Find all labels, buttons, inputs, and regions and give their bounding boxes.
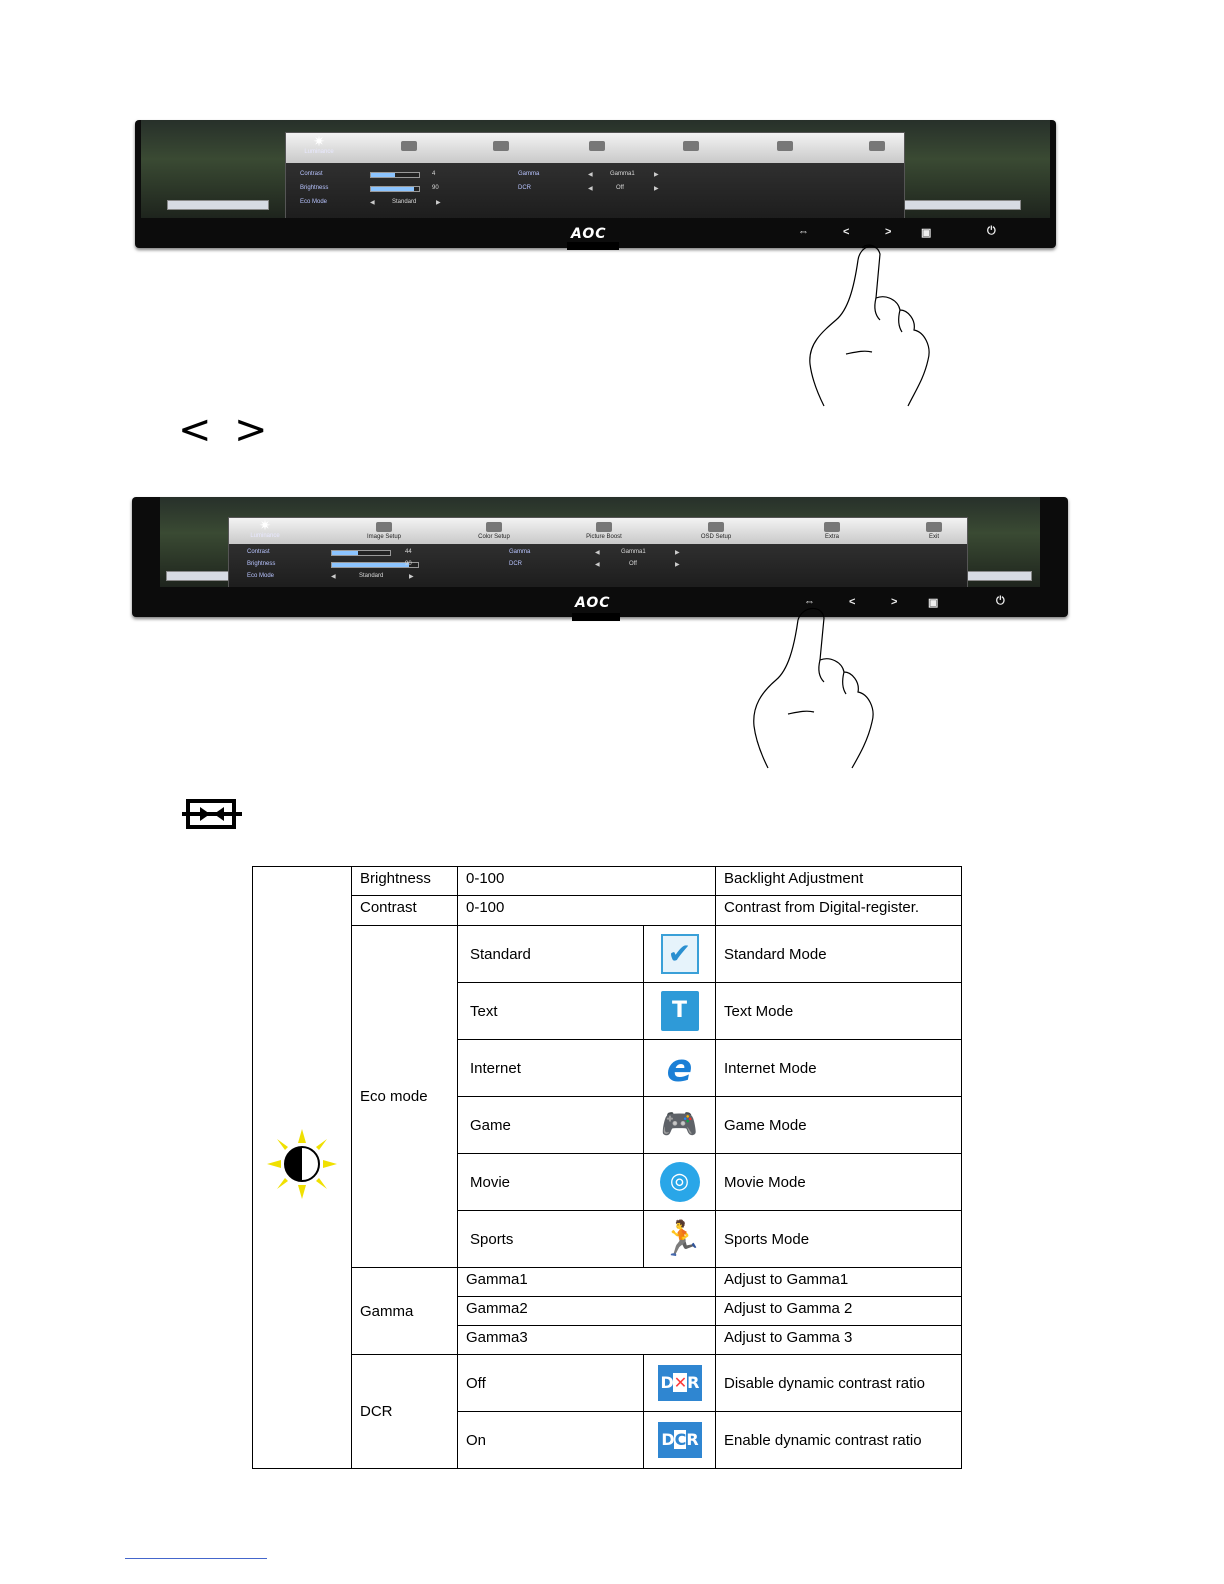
osd-contrast-bar[interactable] — [331, 550, 391, 556]
osd-tab-picture-boost[interactable] — [582, 141, 612, 153]
stand-notch — [572, 613, 620, 621]
internet-explorer-icon: e — [666, 1046, 693, 1090]
osd-tab-extra[interactable]: Extra — [797, 522, 867, 540]
power-button[interactable]: ⏻ — [996, 595, 1005, 607]
osd-setup-icon — [708, 522, 724, 532]
osd-dcr-left-arrow[interactable]: ◀ — [595, 562, 600, 568]
osd-gamma-left-arrow[interactable]: ◀ — [595, 550, 600, 556]
desktop-taskbar-left — [166, 571, 230, 581]
osd-eco-left-arrow[interactable]: ◀ — [370, 200, 375, 206]
footer-underline — [125, 1558, 267, 1559]
menu-button[interactable]: ▣ — [928, 597, 939, 609]
aoc-logo: AOC — [575, 595, 611, 611]
monitor-photo-2 — [132, 497, 1068, 617]
dcr-off-icon-cell — [644, 1355, 716, 1412]
osd-menu-1 — [285, 132, 905, 218]
monitor-screen-1 — [141, 120, 1050, 218]
image-setup-icon — [401, 141, 417, 151]
gamma2-name: Gamma2 — [458, 1297, 716, 1326]
source-button[interactable]: ⇔ — [798, 226, 809, 238]
picture-boost-icon — [596, 522, 612, 532]
osd-setup-icon — [683, 141, 699, 151]
eco-text-name: Text — [458, 983, 644, 1040]
osd-gamma-value: Gamma1 — [610, 171, 635, 177]
contrast-range: 0-100 — [458, 896, 716, 926]
extra-tools-icon — [824, 522, 840, 532]
osd-contrast-bar[interactable] — [370, 172, 420, 178]
table-row-gamma1 — [253, 1268, 962, 1297]
osd-tab-extra[interactable] — [770, 141, 800, 153]
text-mode-icon: T — [661, 991, 699, 1031]
osd-brightness-bar[interactable] — [370, 186, 420, 192]
osd-dcr-right-arrow[interactable]: ▶ — [675, 562, 680, 568]
picture-boost-icon — [589, 141, 605, 151]
right-button[interactable]: > — [891, 596, 898, 608]
gamma1-name: Gamma1 — [458, 1268, 716, 1297]
osd-tab-bar — [286, 133, 904, 163]
sun-icon: ✷ — [313, 133, 325, 149]
osd-eco-right-arrow[interactable]: ▶ — [409, 574, 414, 580]
osd-eco-right-arrow[interactable]: ▶ — [436, 200, 441, 206]
sun-icon: ✷ — [259, 517, 271, 533]
gamma3-name: Gamma3 — [458, 1326, 716, 1355]
gamma-name: Gamma — [352, 1268, 458, 1355]
dcr-on-desc: Enable dynamic contrast ratio — [716, 1412, 962, 1469]
table-row-eco-standard — [253, 926, 962, 983]
dcr-on-icon-cell — [644, 1412, 716, 1469]
osd-dcr-label: DCR — [509, 561, 522, 567]
brightness-name: Brightness — [352, 867, 458, 896]
osd-tab-color-setup[interactable]: Color Setup — [459, 522, 529, 540]
left-button[interactable]: < — [849, 596, 856, 608]
eco-standard-desc: Standard Mode — [716, 926, 962, 983]
table-row-contrast — [253, 896, 962, 926]
eco-sports-icon-cell — [644, 1211, 716, 1268]
osd-menu-2 — [228, 517, 968, 587]
osd-dcr-left-arrow[interactable]: ◀ — [588, 186, 593, 192]
gamma1-desc: Adjust to Gamma1 — [716, 1268, 962, 1297]
luminance-settings-table — [252, 866, 962, 1469]
osd-eco-label: Eco Mode — [300, 199, 328, 205]
pressing-hand-illustration-1 — [800, 228, 940, 408]
gamepad-icon: 🎮 — [660, 1107, 699, 1142]
osd-contrast-value: 4 — [432, 171, 436, 177]
contrast-name: Contrast — [352, 896, 458, 926]
eco-internet-icon-cell — [644, 1040, 716, 1097]
movie-disc-icon: ◎ — [660, 1162, 700, 1202]
osd-tab-osd-setup[interactable]: OSD Setup — [681, 522, 751, 540]
brightness-range: 0-100 — [458, 867, 716, 896]
gamma3-desc: Adjust to Gamma 3 — [716, 1326, 962, 1355]
right-arrow-symbol: > — [234, 407, 268, 453]
osd-tab-luminance[interactable]: ✷ Luminance — [237, 519, 293, 539]
stand-notch — [567, 242, 619, 250]
eco-sports-name: Sports — [458, 1211, 644, 1268]
osd-contrast-label: Contrast — [247, 549, 270, 555]
desktop-taskbar-left — [167, 200, 269, 210]
osd-gamma-value: Gamma1 — [621, 549, 646, 555]
right-button[interactable]: > — [885, 226, 892, 238]
osd-tab-exit[interactable] — [862, 141, 892, 153]
table-row-dcr-off — [253, 1355, 962, 1412]
osd-gamma-right-arrow[interactable]: ▶ — [654, 172, 659, 178]
eco-internet-desc: Internet Mode — [716, 1040, 962, 1097]
left-arrow-symbol: < — [178, 407, 212, 453]
osd-eco-value: Standard — [359, 573, 384, 579]
osd-brightness-value: 90 — [405, 561, 412, 567]
contrast-desc: Contrast from Digital-register. — [716, 896, 962, 926]
source-auto-icon — [182, 797, 242, 833]
dcr-off-name: Off — [458, 1355, 644, 1412]
osd-tab-luminance[interactable]: ✷ Luminance — [294, 135, 344, 155]
eco-game-name: Game — [458, 1097, 644, 1154]
dcr-off-desc: Disable dynamic contrast ratio — [716, 1355, 962, 1412]
osd-gamma-label: Gamma — [518, 171, 540, 177]
osd-gamma-right-arrow[interactable]: ▶ — [675, 550, 680, 556]
eco-game-icon-cell — [644, 1097, 716, 1154]
color-setup-icon — [493, 141, 509, 151]
osd-brightness-label: Brightness — [300, 185, 329, 191]
eco-text-icon-cell — [644, 983, 716, 1040]
osd-eco-label: Eco Mode — [247, 573, 275, 579]
luminance-sun-icon — [253, 1129, 351, 1203]
osd-dcr-right-arrow[interactable]: ▶ — [654, 186, 659, 192]
eco-movie-desc: Movie Mode — [716, 1154, 962, 1211]
osd-tab-image-setup[interactable] — [394, 141, 424, 153]
dcr-on-icon: DCR — [658, 1422, 702, 1458]
eco-mode-name: Eco mode — [352, 926, 458, 1268]
eco-game-desc: Game Mode — [716, 1097, 962, 1154]
eco-internet-name: Internet — [458, 1040, 644, 1097]
gamma2-desc: Adjust to Gamma 2 — [716, 1297, 962, 1326]
eco-movie-name: Movie — [458, 1154, 644, 1211]
osd-tab-color-setup[interactable] — [486, 141, 516, 153]
osd-contrast-value: 44 — [405, 549, 412, 555]
left-button[interactable]: < — [843, 226, 850, 238]
desktop-taskbar-right — [966, 571, 1032, 581]
osd-gamma-label: Gamma — [509, 549, 531, 555]
dcr-on-name: On — [458, 1412, 644, 1469]
eco-sports-desc: Sports Mode — [716, 1211, 962, 1268]
osd-eco-left-arrow[interactable]: ◀ — [331, 574, 336, 580]
menu-button[interactable]: ▣ — [921, 227, 932, 239]
eco-standard-icon-cell — [644, 926, 716, 983]
source-button[interactable]: ⇔ — [804, 596, 815, 608]
osd-tab-osd-setup[interactable] — [676, 141, 706, 153]
osd-dcr-value: Off — [629, 561, 637, 567]
monitor-screen-2 — [160, 497, 1040, 587]
osd-tab-image-setup[interactable]: Image Setup — [349, 522, 419, 540]
luminance-icon-cell — [253, 867, 352, 1469]
eco-text-desc: Text Mode — [716, 983, 962, 1040]
osd-brightness-label: Brightness — [247, 561, 276, 567]
osd-tab-bar — [229, 518, 967, 544]
osd-brightness-value: 90 — [432, 185, 439, 191]
osd-contrast-label: Contrast — [300, 171, 323, 177]
osd-gamma-left-arrow[interactable]: ◀ — [588, 172, 593, 178]
eco-standard-name: Standard — [458, 926, 644, 983]
exit-door-icon — [926, 522, 942, 532]
standard-check-icon: ✔ — [661, 934, 699, 974]
dcr-off-icon: D✕R — [658, 1365, 702, 1401]
osd-dcr-value: Off — [616, 185, 624, 191]
desktop-taskbar-right — [901, 200, 1021, 210]
osd-eco-value: Standard — [392, 199, 417, 205]
color-setup-icon — [486, 522, 502, 532]
power-button[interactable]: ⏻ — [987, 225, 996, 237]
brightness-desc: Backlight Adjustment — [716, 867, 962, 896]
sports-runner-icon: 🏃 — [660, 1219, 703, 1259]
osd-dcr-label: DCR — [518, 185, 531, 191]
aoc-logo: AOC — [571, 226, 607, 242]
image-setup-icon — [376, 522, 392, 532]
osd-tab-exit[interactable]: Exit — [909, 522, 959, 540]
extra-tools-icon — [777, 141, 793, 151]
pressing-hand-illustration-2 — [748, 598, 888, 770]
osd-tab-picture-boost[interactable]: Picture Boost — [569, 522, 639, 540]
eco-movie-icon-cell — [644, 1154, 716, 1211]
exit-door-icon — [869, 141, 885, 151]
table-row-brightness — [253, 867, 962, 896]
dcr-name: DCR — [352, 1355, 458, 1469]
